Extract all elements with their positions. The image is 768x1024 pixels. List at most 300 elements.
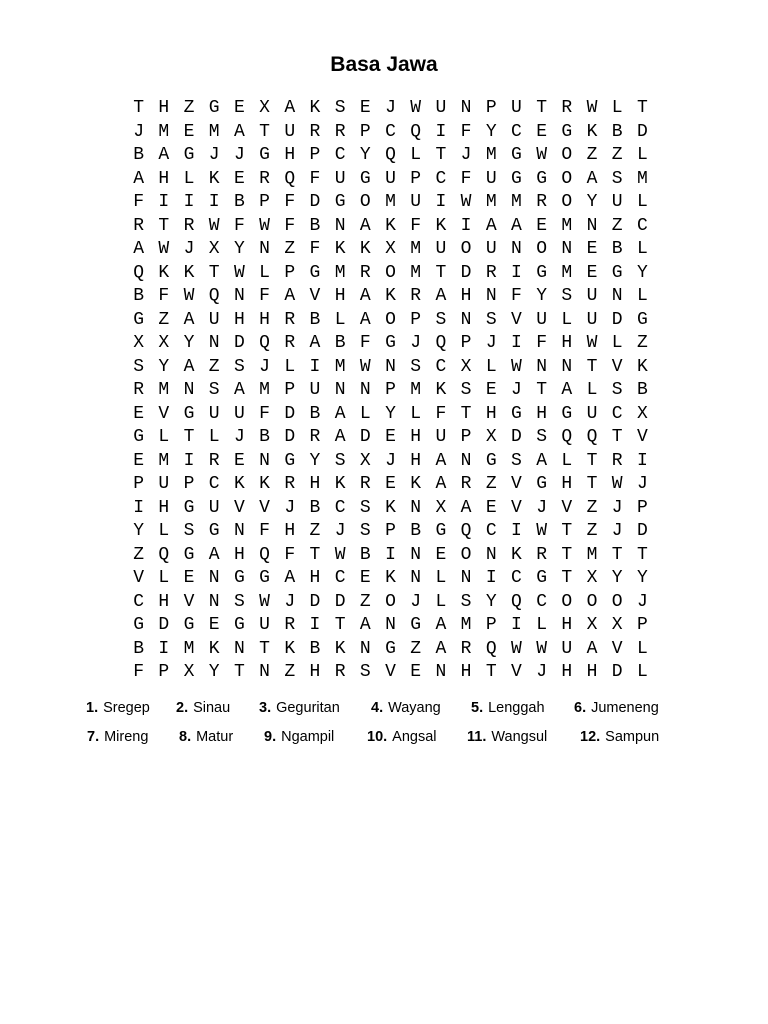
- grid-letter: A: [133, 239, 144, 259]
- grid-letter: A: [435, 615, 447, 635]
- grid-letter: K: [334, 474, 346, 494]
- grid-letter: J: [183, 239, 195, 259]
- grid-letter: H: [536, 403, 547, 424]
- grid-letter: V: [611, 638, 623, 659]
- grid-letter: T: [536, 380, 547, 400]
- grid-letter: F: [158, 286, 170, 306]
- grid-letter: T: [133, 98, 144, 118]
- grid-letter: T: [586, 450, 598, 471]
- grid-letter: Q: [385, 145, 396, 165]
- word-item: [471, 698, 545, 718]
- grid-letter: L: [636, 145, 648, 165]
- grid-letter: W: [183, 286, 195, 306]
- grid-letter: U: [208, 497, 220, 518]
- grid-letter: B: [309, 497, 321, 518]
- grid-letter: B: [636, 380, 648, 400]
- grid-letter: C: [611, 403, 623, 424]
- grid-letter: G: [233, 568, 245, 588]
- grid-letter: N: [536, 356, 547, 377]
- grid-letter: E: [183, 121, 195, 142]
- grid-letter: A: [233, 121, 245, 142]
- word-item: [574, 698, 659, 718]
- grid-letter: G: [259, 568, 270, 588]
- grid-letter: L: [636, 662, 648, 682]
- grid-letter: N: [359, 638, 371, 659]
- grid-letter: G: [536, 474, 547, 494]
- grid-letter: G: [133, 427, 144, 447]
- grid-letter: L: [636, 239, 648, 259]
- grid-letter: N: [334, 380, 346, 400]
- grid-letter: C: [334, 497, 346, 518]
- grid-letter: G: [309, 262, 321, 283]
- grid-letter: G: [536, 168, 547, 189]
- grid-letter: T: [636, 98, 648, 118]
- grid-letter: Y: [183, 333, 195, 353]
- grid-letter: K: [385, 286, 396, 306]
- grid-letter: A: [334, 427, 346, 447]
- word-item: [264, 727, 334, 747]
- grid-letter: O: [385, 309, 396, 330]
- grid-letter: Z: [586, 497, 598, 518]
- grid-letter: N: [208, 333, 220, 353]
- grid-letter: Z: [183, 98, 195, 118]
- grid-letter: G: [385, 638, 396, 659]
- word-item: [467, 727, 547, 747]
- grid-letter: X: [586, 615, 598, 635]
- grid-letter: V: [183, 591, 195, 612]
- word-number: 1.: [86, 700, 99, 716]
- grid-letter: W: [511, 638, 522, 659]
- word-number: 8.: [179, 729, 192, 745]
- grid-letter: S: [611, 168, 623, 189]
- grid-letter: U: [485, 168, 497, 189]
- grid-letter: Q: [410, 121, 422, 142]
- grid-letter: F: [133, 192, 144, 212]
- grid-letter: M: [208, 121, 220, 142]
- word-label: Sinau: [193, 700, 231, 716]
- grid-letter: F: [359, 333, 371, 353]
- grid-letter: N: [460, 450, 472, 471]
- grid-letter: X: [586, 568, 598, 588]
- grid-letter: J: [233, 427, 245, 447]
- grid-letter: F: [511, 286, 522, 306]
- grid-letter: Y: [309, 450, 321, 471]
- grid-letter: W: [259, 591, 270, 612]
- grid-letter: L: [410, 403, 422, 424]
- grid-letter: L: [259, 262, 270, 283]
- grid-letter: J: [636, 591, 648, 612]
- grid-letter: G: [511, 403, 522, 424]
- grid-letter: L: [183, 168, 195, 189]
- grid-letter: S: [233, 591, 245, 612]
- word-label: Matur: [196, 729, 234, 745]
- grid-letter: M: [485, 145, 497, 165]
- grid-letter: N: [410, 544, 422, 565]
- word-number: 3.: [259, 700, 272, 716]
- grid-letter: I: [309, 356, 321, 377]
- grid-letter: G: [133, 615, 144, 635]
- grid-letter: Y: [359, 145, 371, 165]
- grid-letter: F: [259, 286, 270, 306]
- grid-letter: Q: [460, 521, 472, 541]
- grid-letter: G: [183, 544, 195, 565]
- grid-letter: Z: [586, 521, 598, 541]
- grid-letter: F: [410, 215, 422, 236]
- grid-letter: Y: [485, 591, 497, 612]
- grid-letter: S: [359, 662, 371, 682]
- grid-letter: B: [334, 333, 346, 353]
- grid-letter: U: [485, 239, 497, 259]
- grid-letter: X: [611, 615, 623, 635]
- grid-letter: O: [586, 591, 598, 612]
- grid-letter: G: [511, 168, 522, 189]
- grid-letter: U: [233, 403, 245, 424]
- grid-letter: J: [385, 98, 396, 118]
- grid-letter: P: [460, 427, 472, 447]
- grid-letter: U: [385, 168, 396, 189]
- grid-row: [126, 426, 655, 450]
- grid-row: [126, 497, 655, 521]
- grid-letter: E: [233, 450, 245, 471]
- grid-letter: Z: [485, 474, 497, 494]
- grid-letter: V: [385, 662, 396, 682]
- grid-letter: B: [611, 121, 623, 142]
- grid-letter: E: [359, 98, 371, 118]
- grid-letter: L: [561, 309, 573, 330]
- grid-letter: J: [410, 333, 422, 353]
- grid-letter: I: [183, 192, 195, 212]
- grid-letter: S: [233, 356, 245, 377]
- grid-letter: W: [511, 356, 522, 377]
- grid-row: [126, 121, 655, 145]
- grid-letter: P: [133, 474, 144, 494]
- grid-letter: Q: [511, 591, 522, 612]
- grid-letter: L: [536, 615, 547, 635]
- grid-letter: M: [410, 380, 422, 400]
- grid-letter: Q: [208, 286, 220, 306]
- grid-letter: A: [435, 638, 447, 659]
- grid-letter: T: [183, 427, 195, 447]
- word-label: Wangsul: [491, 729, 548, 745]
- grid-letter: R: [536, 192, 547, 212]
- grid-letter: Z: [410, 638, 422, 659]
- grid-letter: O: [385, 262, 396, 283]
- grid-letter: I: [485, 568, 497, 588]
- grid-letter: Y: [485, 121, 497, 142]
- grid-letter: A: [561, 380, 573, 400]
- grid-letter: H: [233, 544, 245, 565]
- grid-letter: R: [611, 450, 623, 471]
- grid-letter: E: [536, 121, 547, 142]
- grid-letter: W: [536, 521, 547, 541]
- word-item: [259, 698, 340, 718]
- grid-letter: G: [636, 309, 648, 330]
- grid-letter: B: [233, 192, 245, 212]
- grid-letter: Y: [233, 239, 245, 259]
- word-label: Jumeneng: [591, 700, 659, 716]
- grid-letter: Z: [133, 544, 144, 565]
- word-label: Lenggah: [488, 700, 545, 716]
- grid-letter: F: [309, 239, 321, 259]
- grid-letter: F: [259, 521, 270, 541]
- grid-letter: N: [410, 497, 422, 518]
- grid-letter: J: [611, 521, 623, 541]
- grid-letter: Q: [586, 427, 598, 447]
- grid-letter: L: [586, 380, 598, 400]
- grid-letter: N: [233, 638, 245, 659]
- grid-letter: A: [359, 309, 371, 330]
- grid-letter: P: [309, 145, 321, 165]
- grid-letter: S: [611, 380, 623, 400]
- grid-letter: P: [284, 262, 296, 283]
- grid-letter: H: [460, 662, 472, 682]
- grid-letter: X: [636, 403, 648, 424]
- grid-letter: B: [309, 638, 321, 659]
- grid-letter: A: [208, 544, 220, 565]
- grid-letter: L: [410, 145, 422, 165]
- grid-letter: S: [334, 450, 346, 471]
- word-list-row: [0, 698, 768, 718]
- grid-letter: U: [586, 286, 598, 306]
- grid-letter: Z: [158, 309, 170, 330]
- grid-letter: N: [460, 309, 472, 330]
- grid-letter: L: [158, 427, 170, 447]
- grid-letter: A: [359, 286, 371, 306]
- grid-letter: S: [183, 521, 195, 541]
- grid-letter: J: [536, 662, 547, 682]
- word-label: Mireng: [104, 729, 149, 745]
- grid-letter: B: [611, 239, 623, 259]
- grid-letter: J: [511, 380, 522, 400]
- grid-letter: Y: [586, 192, 598, 212]
- grid-letter: C: [435, 168, 447, 189]
- grid-row: [126, 238, 655, 262]
- grid-letter: I: [435, 121, 447, 142]
- grid-letter: W: [460, 192, 472, 212]
- grid-letter: A: [435, 474, 447, 494]
- grid-letter: A: [586, 168, 598, 189]
- grid-letter: I: [511, 521, 522, 541]
- grid-letter: N: [359, 380, 371, 400]
- grid-letter: L: [435, 591, 447, 612]
- grid-letter: U: [586, 309, 598, 330]
- grid-letter: T: [636, 544, 648, 565]
- grid-letter: N: [485, 544, 497, 565]
- grid-letter: S: [359, 521, 371, 541]
- grid-letter: L: [611, 333, 623, 353]
- grid-letter: G: [536, 262, 547, 283]
- grid-letter: T: [561, 544, 573, 565]
- grid-letter: V: [611, 356, 623, 377]
- word-label: Ngampil: [281, 729, 335, 745]
- grid-letter: M: [385, 192, 396, 212]
- grid-letter: U: [284, 121, 296, 142]
- grid-letter: W: [536, 638, 547, 659]
- word-number: 5.: [471, 700, 484, 716]
- grid-letter: R: [133, 215, 144, 236]
- grid-letter: E: [485, 497, 497, 518]
- grid-letter: E: [586, 262, 598, 283]
- grid-letter: N: [233, 521, 245, 541]
- grid-letter: C: [334, 145, 346, 165]
- grid-letter: J: [233, 145, 245, 165]
- grid-letter: N: [410, 568, 422, 588]
- grid-letter: G: [208, 98, 220, 118]
- grid-letter: E: [233, 98, 245, 118]
- grid-letter: H: [334, 286, 346, 306]
- grid-letter: T: [561, 521, 573, 541]
- grid-row: [126, 97, 655, 121]
- grid-row: [126, 215, 655, 239]
- grid-letter: N: [435, 662, 447, 682]
- grid-letter: R: [284, 474, 296, 494]
- grid-letter: L: [158, 568, 170, 588]
- grid-letter: T: [233, 662, 245, 682]
- grid-letter: K: [435, 380, 447, 400]
- grid-letter: M: [158, 121, 170, 142]
- grid-letter: H: [410, 450, 422, 471]
- grid-letter: D: [309, 192, 321, 212]
- grid-letter: D: [334, 591, 346, 612]
- grid-letter: T: [586, 474, 598, 494]
- grid-letter: P: [284, 380, 296, 400]
- grid-letter: V: [636, 427, 648, 447]
- grid-letter: I: [208, 192, 220, 212]
- grid-letter: R: [284, 333, 296, 353]
- grid-letter: F: [284, 192, 296, 212]
- grid-letter: O: [359, 192, 371, 212]
- grid-letter: D: [511, 427, 522, 447]
- grid-letter: P: [460, 333, 472, 353]
- grid-letter: U: [561, 638, 573, 659]
- grid-letter: N: [460, 568, 472, 588]
- grid-letter: E: [208, 615, 220, 635]
- word-number: 12.: [580, 729, 601, 745]
- grid-letter: P: [485, 98, 497, 118]
- grid-letter: T: [536, 98, 547, 118]
- grid-letter: D: [309, 591, 321, 612]
- grid-letter: K: [385, 497, 396, 518]
- grid-letter: Z: [208, 356, 220, 377]
- grid-letter: M: [511, 192, 522, 212]
- grid-letter: U: [435, 239, 447, 259]
- grid-letter: L: [334, 309, 346, 330]
- grid-letter: G: [183, 615, 195, 635]
- grid-letter: D: [460, 262, 472, 283]
- grid-letter: Z: [611, 215, 623, 236]
- grid-letter: E: [183, 568, 195, 588]
- grid-letter: W: [334, 544, 346, 565]
- grid-letter: Y: [133, 521, 144, 541]
- grid-letter: A: [284, 286, 296, 306]
- grid-letter: J: [536, 497, 547, 518]
- grid-letter: D: [284, 403, 296, 424]
- grid-letter: U: [158, 474, 170, 494]
- grid-letter: G: [561, 403, 573, 424]
- grid-letter: R: [309, 427, 321, 447]
- grid-letter: X: [259, 98, 270, 118]
- grid-letter: H: [158, 497, 170, 518]
- grid-letter: D: [359, 427, 371, 447]
- grid-letter: N: [259, 450, 270, 471]
- grid-letter: J: [259, 356, 270, 377]
- grid-letter: V: [511, 662, 522, 682]
- grid-letter: R: [536, 544, 547, 565]
- grid-letter: H: [309, 662, 321, 682]
- grid-letter: R: [485, 262, 497, 283]
- grid-letter: H: [259, 309, 270, 330]
- grid-letter: W: [586, 333, 598, 353]
- grid-letter: G: [435, 521, 447, 541]
- grid-letter: J: [485, 333, 497, 353]
- grid-letter: H: [233, 309, 245, 330]
- grid-letter: X: [208, 239, 220, 259]
- grid-letter: V: [309, 286, 321, 306]
- grid-letter: M: [334, 356, 346, 377]
- grid-letter: H: [561, 333, 573, 353]
- grid-letter: E: [586, 239, 598, 259]
- grid-letter: Y: [385, 403, 396, 424]
- grid-letter: C: [511, 121, 522, 142]
- grid-letter: X: [133, 333, 144, 353]
- grid-letter: L: [284, 356, 296, 377]
- grid-letter: I: [511, 615, 522, 635]
- word-item: [86, 698, 150, 718]
- grid-letter: V: [511, 309, 522, 330]
- grid-row: [126, 403, 655, 427]
- grid-letter: J: [334, 521, 346, 541]
- grid-letter: F: [284, 544, 296, 565]
- grid-letter: R: [133, 380, 144, 400]
- grid-letter: D: [158, 615, 170, 635]
- grid-letter: I: [435, 192, 447, 212]
- grid-letter: E: [385, 474, 396, 494]
- grid-letter: N: [233, 286, 245, 306]
- grid-letter: R: [334, 121, 346, 142]
- grid-letter: A: [284, 98, 296, 118]
- grid-letter: Z: [611, 145, 623, 165]
- grid-letter: N: [259, 662, 270, 682]
- grid-letter: M: [183, 638, 195, 659]
- grid-letter: L: [158, 521, 170, 541]
- grid-letter: K: [435, 215, 447, 236]
- grid-letter: K: [385, 568, 396, 588]
- grid-letter: Z: [284, 662, 296, 682]
- grid-letter: U: [208, 309, 220, 330]
- word-number: 6.: [574, 700, 587, 716]
- grid-letter: X: [183, 662, 195, 682]
- word-item: [367, 727, 437, 747]
- grid-letter: P: [410, 168, 422, 189]
- grid-letter: H: [158, 591, 170, 612]
- grid-letter: G: [385, 333, 396, 353]
- grid-letter: D: [233, 333, 245, 353]
- grid-letter: H: [309, 568, 321, 588]
- grid-letter: Z: [359, 591, 371, 612]
- grid-letter: H: [460, 286, 472, 306]
- grid-letter: H: [485, 403, 497, 424]
- grid-letter: Q: [133, 262, 144, 283]
- grid-letter: P: [485, 615, 497, 635]
- grid-letter: T: [334, 615, 346, 635]
- grid-row: [126, 379, 655, 403]
- grid-letter: U: [435, 98, 447, 118]
- grid-letter: R: [183, 215, 195, 236]
- grid-letter: K: [208, 638, 220, 659]
- grid-letter: P: [385, 521, 396, 541]
- grid-letter: R: [460, 474, 472, 494]
- grid-letter: J: [208, 145, 220, 165]
